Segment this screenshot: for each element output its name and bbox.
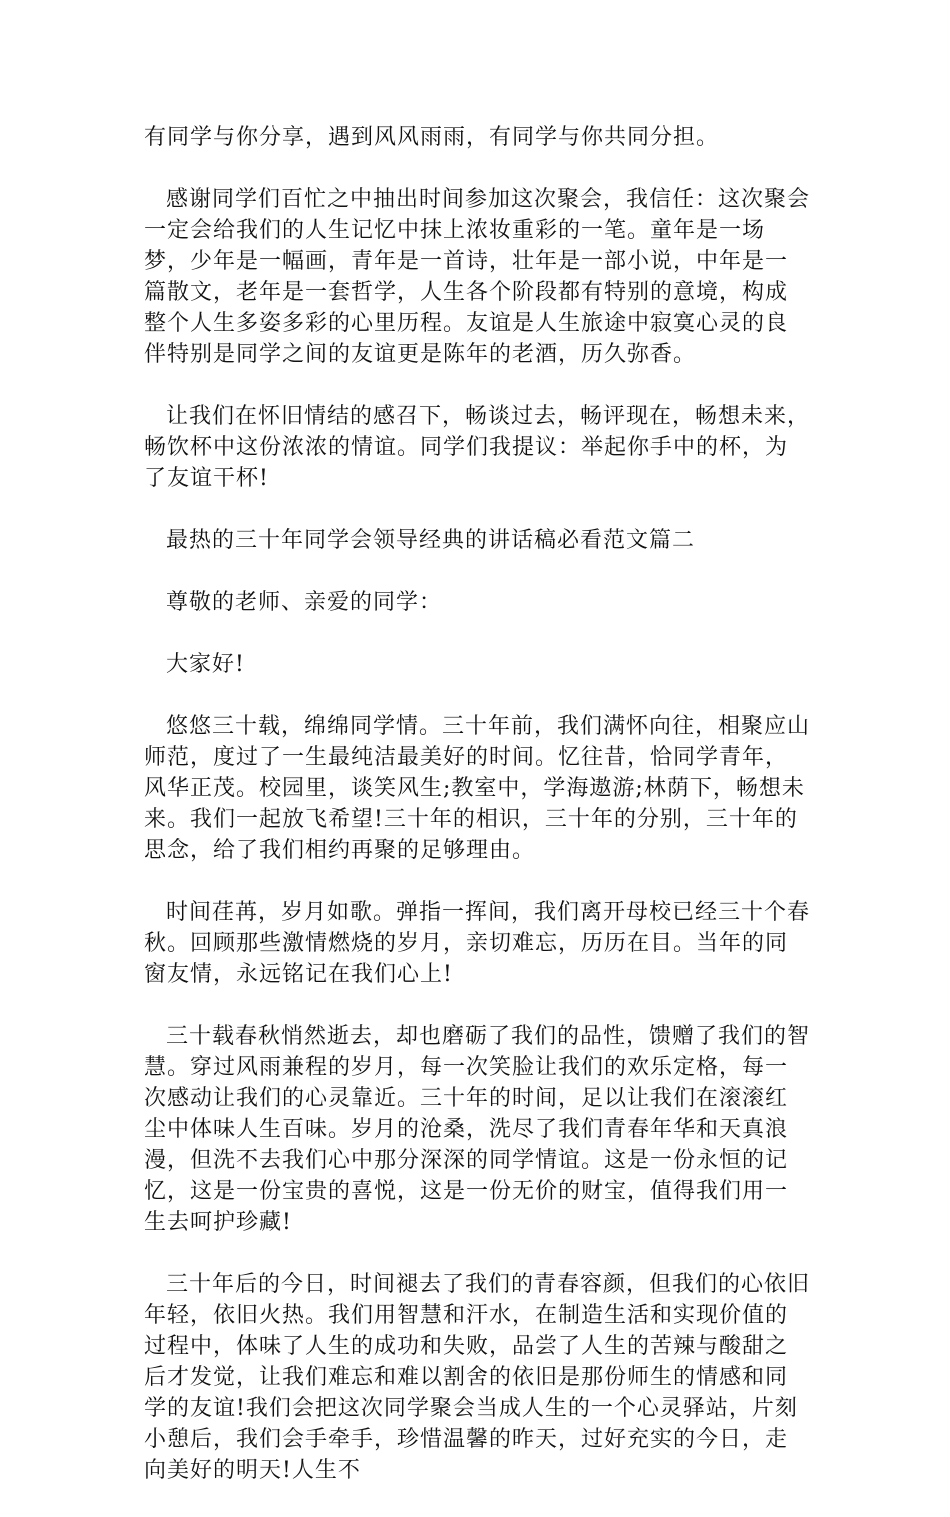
paragraph: 时间荏苒，岁月如歌。弹指一挥间，我们离开母校已经三十个春秋。回顾那些激情燃烧的岁月，亲切难忘，历历在目。当年的同窗友情，永远铭记在我们心上! <box>144 900 811 987</box>
paragraph: 让我们在怀旧情结的感召下，畅谈过去，畅评现在，畅想未来，畅饮杯中这份浓浓的情谊。同学们我提议：举起你手中的杯，为了友谊干杯! <box>144 404 811 491</box>
salutation: 尊敬的老师、亲爱的同学： <box>166 590 443 615</box>
section-heading: 最热的三十年同学会领导经典的讲话稿必看范文篇二 <box>166 528 696 553</box>
document-body <box>144 122 810 1517</box>
paragraph-continued: 有同学与你分享，遇到风风雨雨，有同学与你共同分担。 <box>144 125 720 150</box>
paragraph: 悠悠三十载，绵绵同学情。三十年前，我们满怀向往，相聚应山师范，度过了一生最纯洁最美好的时间。忆往昔，恰同学青年，风华正茂。校园里，谈笑风生;教室中，学海遨游;林荫下，畅想未来。我们一起放飞希望!三十年的相识，三十年的分别，三十年的思念，给了我们相约再聚的足够理由。 <box>144 714 811 863</box>
paragraph: 感谢同学们百忙之中抽出时间参加这次聚会，我信任：这次聚会一定会给我们的人生记忆中抹上浓妆重彩的一笔。童年是一场梦，少年是一幅画，青年是一首诗，壮年是一部小说，中年是一篇散文，老年是一套哲学，人生各个阶段都有特别的意境，构成整个人生多姿多彩的心里历程。友谊是人生旅途中寂寞心灵的良伴特别是同学之间的友谊更是陈年的老酒，历久弥香。 <box>144 187 811 367</box>
paragraph: 三十载春秋悄然逝去，却也磨砺了我们的品性，馈赠了我们的智慧。穿过风雨兼程的岁月，每一次笑脸让我们的欢乐定格，每一次感动让我们的心灵靠近。三十年的时间，足以让我们在滚滚红尘中体味人生百味。岁月的沧桑，洗尽了我们青春年华和天真浪漫，但洗不去我们心中那分深深的同学情谊。这是一份永恒的记忆，这是一份宝贵的喜悦，这是一份无价的财宝，值得我们用一生去呵护珍藏! <box>144 1024 811 1235</box>
greeting: 大家好! <box>166 652 245 677</box>
paragraph: 三十年后的今日，时间褪去了我们的青春容颜，但我们的心依旧年轻，依旧火热。我们用智慧和汗水，在制造生活和实现价值的过程中，体味了人生的成功和失败，品尝了人生的苦辣与酸甜之后才发觉，让我们难忘和难以割舍的依旧是那份师生的情感和同学的友谊!我们会把这次同学聚会当成人生的一个心灵驿站，片刻小憩后，我们会手牵手，珍惜温馨的昨天，过好充实的今日，走向美好的明天!人生不 <box>144 1272 811 1483</box>
